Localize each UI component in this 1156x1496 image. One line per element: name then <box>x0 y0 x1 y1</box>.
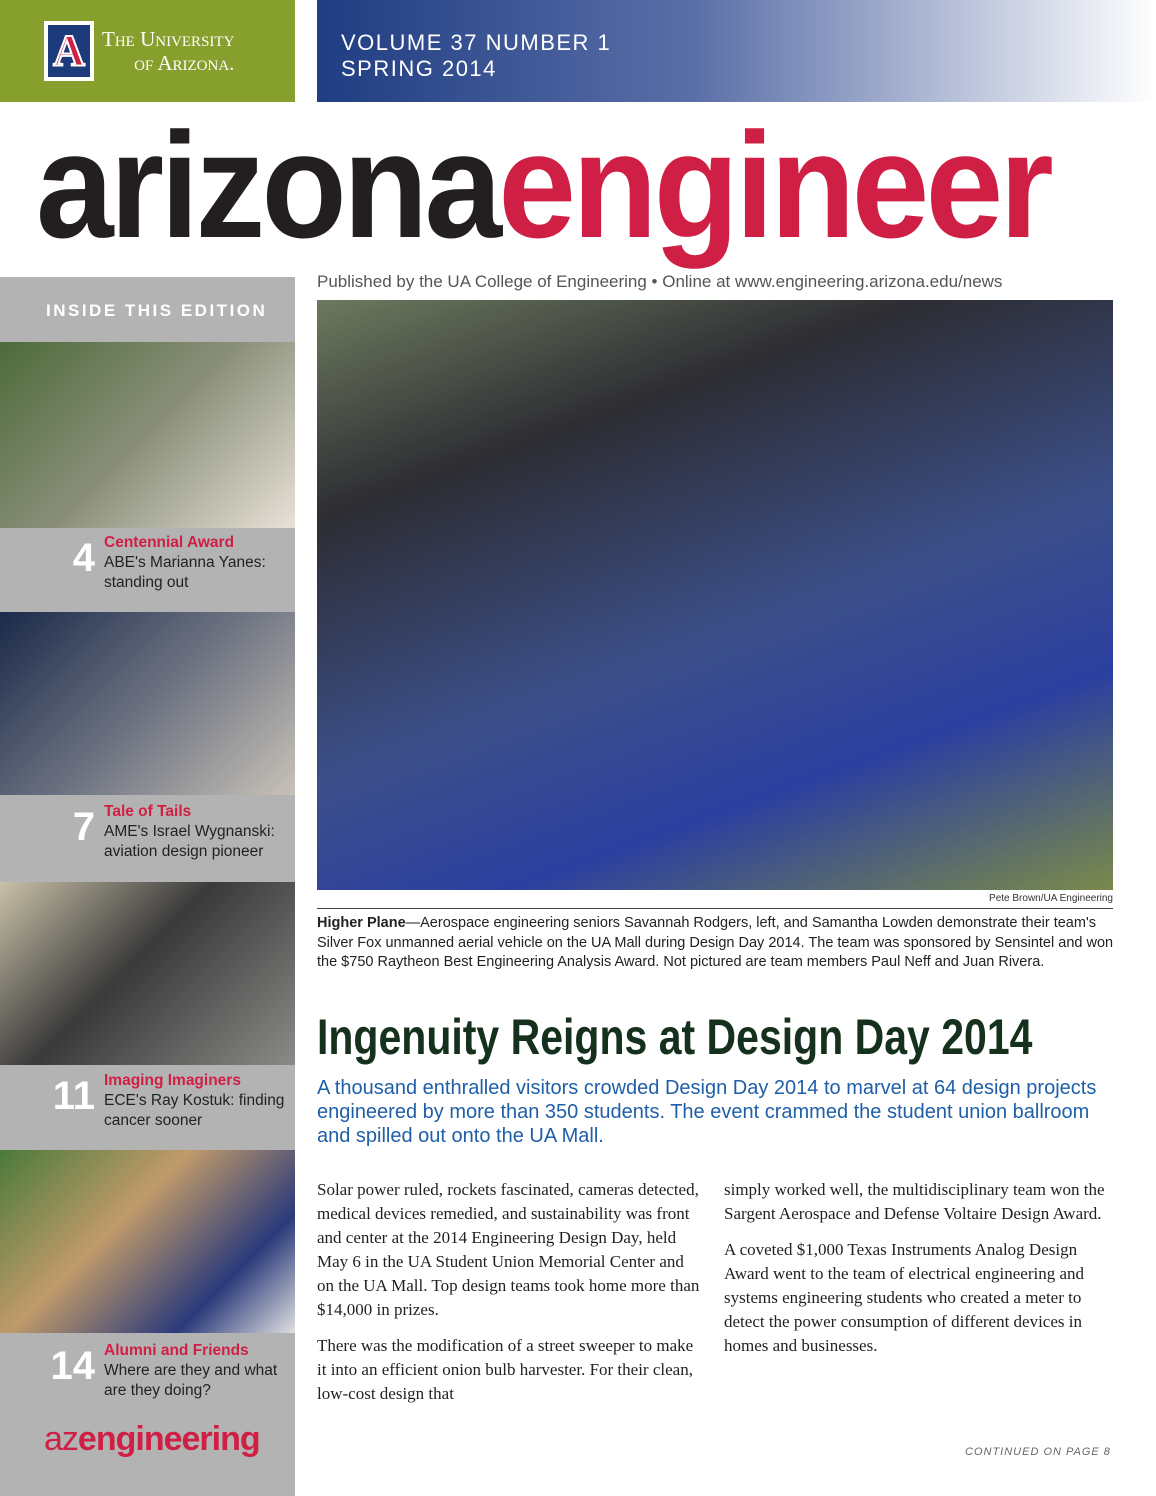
university-logo <box>0 0 295 102</box>
sidebar-item-4[interactable] <box>0 1336 295 1421</box>
photo-credit: Pete Brown/UA Engineering <box>989 893 1113 904</box>
publisher-line: Published by the UA College of Engineering • Online at www.engineering.arizona.edu/news <box>317 272 1003 291</box>
page-number: 4 <box>72 536 95 580</box>
masthead-engineer: engineer <box>498 101 1051 269</box>
article-headline: Ingenuity Reigns at Design Day 2014 <box>317 1009 1033 1065</box>
logo-line-2: of Arizona. <box>134 51 235 75</box>
caption-lead: Higher Plane <box>317 915 406 931</box>
cover-photo <box>317 300 1113 890</box>
item-heading: Alumni and Friends <box>104 1342 249 1359</box>
page-number: 11 <box>52 1074 95 1118</box>
page-number: 7 <box>72 805 95 849</box>
item-heading: Centennial Award <box>104 534 235 551</box>
article-column-1 <box>317 1178 702 1418</box>
paragraph: Solar power ruled, rockets fascinated, cameras detected, medical devices remedied, and sustainability was front and center at the 2014 Engineering Design Day, held May 6 in the UA Student Union Memorial Center and on the UA Mall. Top design teams took home more than $14,000 in prizes. <box>317 1180 700 1319</box>
item-heading: Imaging Imaginers <box>104 1072 241 1089</box>
sidebar-title: INSIDE THIS EDITION <box>46 301 268 320</box>
logo-line-1: The University <box>102 27 235 51</box>
item-description: ECE's Ray Kostuk: finding cancer sooner <box>104 1092 285 1129</box>
article-column-2 <box>724 1178 1109 1370</box>
sidebar-photo-1 <box>0 342 295 528</box>
sidebar-photo-4 <box>0 1150 295 1333</box>
masthead-arizona: arizona <box>36 101 499 269</box>
item-heading: Tale of Tails <box>104 803 192 820</box>
divider <box>317 908 1113 909</box>
paragraph: A coveted $1,000 Texas Instruments Analog Design Award went to the team of electrical engineering and systems engineering students who created a meter to detect the power consumption of different devices in homes and businesses. <box>724 1240 1085 1355</box>
issue-banner <box>317 0 1156 102</box>
issue-season: SPRING 2014 <box>341 56 497 81</box>
item-description: AME's Israel Wygnanski: aviation design pioneer <box>104 823 275 860</box>
block-a-icon <box>44 21 94 81</box>
volume-number: VOLUME 37 NUMBER 1 <box>341 30 612 55</box>
sidebar-item-2[interactable] <box>0 797 295 882</box>
page-number: 14 <box>50 1344 95 1388</box>
azengineering-logo <box>44 1420 260 1459</box>
logo-mark: A <box>48 25 90 77</box>
sidebar-item-3[interactable] <box>0 1066 295 1151</box>
sidebar-photo-2 <box>0 612 295 795</box>
item-description: Where are they and what are they doing? <box>104 1362 278 1399</box>
logo-engineering: engineering <box>77 1420 260 1458</box>
logo-az: az <box>44 1420 78 1458</box>
paragraph: simply worked well, the multidisciplinary team won the Sargent Aerospace and Defense Voltaire Design Award. <box>724 1180 1105 1223</box>
caption-text: —Aerospace engineering seniors Savannah Rodgers, left, and Samantha Lowden demonstrate their team's Silver Fox unmanned aerial vehicle on the UA Mall during Design Day 2014. The team was sponsored by Sensintel and won the $750 Raytheon Best Engineering Analysis Award. Not pictured are team members Paul Neff and Juan Rivera. <box>317 915 1114 970</box>
paragraph: There was the modification of a street sweeper to make it into an efficient onion bulb harvester. For their clean, low-cost design that <box>317 1336 694 1403</box>
article-deck: A thousand enthralled visitors crowded Design Day 2014 to marvel at 64 design projects engineered by more than 350 students. The event crammed the student union ballroom and spilled out onto the UA Mall. <box>317 1077 1097 1147</box>
continued-link[interactable]: CONTINUED ON PAGE 8 <box>965 1446 1111 1458</box>
sidebar-item-1[interactable] <box>0 528 295 613</box>
sidebar-photo-3 <box>0 882 295 1065</box>
photo-caption <box>317 914 1117 973</box>
masthead <box>36 101 1051 269</box>
item-description: ABE's Marianna Yanes: standing out <box>104 554 266 591</box>
